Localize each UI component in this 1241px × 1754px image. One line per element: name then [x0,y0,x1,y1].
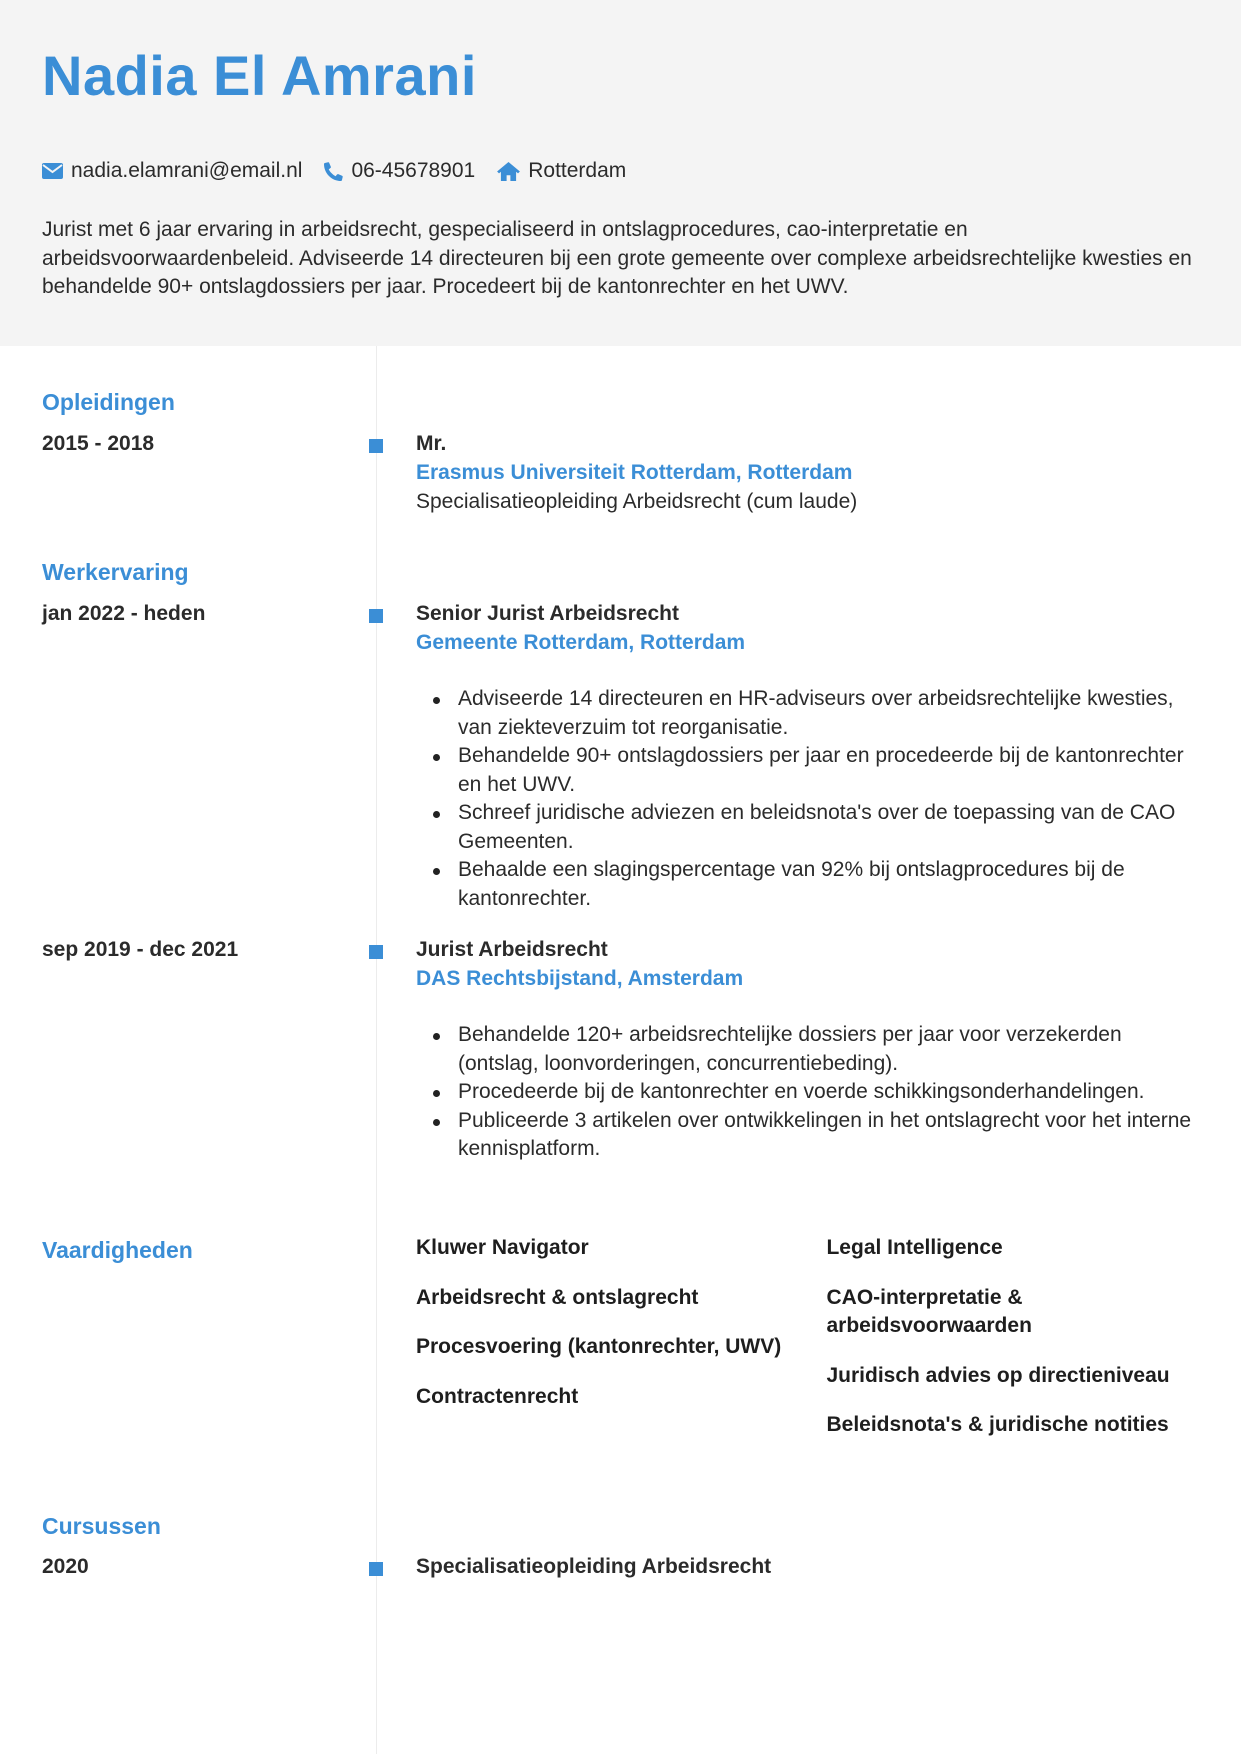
timeline-divider [376,346,377,1754]
school-name: Erasmus Universiteit Rotterdam, Rotterdam [416,461,853,484]
job-title: Jurist Arbeidsrecht [416,938,608,961]
home-icon [497,162,520,181]
section-title-courses: Cursussen [42,1513,161,1539]
contact-phone[interactable] [324,159,475,183]
job-entry [416,599,1206,913]
course-name: Specialisatieopleiding Arbeidsrecht [416,1555,772,1578]
skills-column [826,1234,1206,1461]
contact-row [42,158,1199,184]
job-bullets [416,685,1206,913]
timeline-marker [369,609,383,623]
timeline-marker [369,945,383,959]
profile-summary: Jurist met 6 jaar ervaring in arbeidsrecht, gespecialiseerd in ontslagprocedures, cao-interpretatie en arbeidsvoorwaardenbeleid. Adviseerde 14 directeuren bij een grote gemeente over complexe arbeidsrechtelijke kwesties en behandelde 90+ ontslagdossiers per jaar. Procedeert bij de kantonrechter en het UWV. [42,218,1192,298]
bullet-item: Behaalde een slagingspercentage van 92% bij ontslagprocedures bij de kantonrechter. [416,856,1206,913]
envelope-icon [42,163,63,179]
skill-item: Juridisch advies op directieniveau [826,1363,1170,1387]
bullet-item: Schreef juridische adviezen en beleidsnota's over de toepassing van de CAO Gemeenten. [416,799,1206,856]
bullet-item: Behandelde 90+ ontslagdossiers per jaar en procedeerde bij de kantonrechter en het UWV. [416,742,1206,799]
skills-column [416,1234,826,1461]
job-entry [416,935,1206,1164]
bullet-item: Adviseerde 14 directeuren en HR-adviseurs over arbeidsrechtelijke kwesties, van ziekteverzuim tot reorganisatie. [416,685,1206,742]
section-title-experience: Werkervaring [42,559,189,585]
timeline-marker [369,1562,383,1576]
contact-city [497,159,626,183]
employer-name: Gemeente Rotterdam, Rotterdam [416,631,746,654]
timeline-marker [369,439,383,453]
skill-item: Beleidsnota's & juridische notities [826,1413,1169,1436]
resume-header [0,0,1241,346]
email-text: nadia.elamrani@email.nl [71,159,303,182]
bullet-item: Procedeerde bij de kantonrechter en voerde schikkingsonderhandelingen. [416,1078,1206,1107]
phone-text: 06-45678901 [351,159,476,182]
skill-item: Contractenrecht [416,1384,579,1408]
education-description: Specialisatieopleiding Arbeidsrecht (cum laude) [416,490,858,513]
section-title-skills: Vaardigheden [42,1237,193,1263]
education-entry [416,429,1206,516]
job-date: jan 2022 - heden [42,602,206,625]
skill-item: Kluwer Navigator [416,1236,589,1259]
section-title-education: Opleidingen [42,389,175,415]
degree-title: Mr. [416,432,447,455]
course-date: 2020 [42,1555,89,1578]
course-entry [416,1552,1206,1581]
bullet-item: Behandelde 120+ arbeidsrechtelijke dossiers per jaar voor verzekerden (ontslag, loonvorderingen, concurrentiebeding). [416,1021,1206,1078]
employer-name: DAS Rechtsbijstand, Amsterdam [416,967,744,990]
skills-grid [416,1234,1206,1461]
skill-item: Legal Intelligence [826,1236,1003,1259]
candidate-name: Nadia El Amrani [42,44,477,107]
city-text: Rotterdam [528,159,627,182]
job-title: Senior Jurist Arbeidsrecht [416,602,679,625]
bullet-item: Publiceerde 3 artikelen over ontwikkelingen in het ontslagrecht voor het interne kennisplatform. [416,1107,1206,1164]
education-date: 2015 - 2018 [42,432,155,455]
skill-item: Arbeidsrecht & ontslagrecht [416,1285,699,1309]
skill-item: CAO-interpretatie & arbeidsvoorwaarden [826,1285,1032,1337]
job-date: sep 2019 - dec 2021 [42,938,239,961]
phone-icon [324,162,343,181]
skill-item: Procesvoering (kantonrechter, UWV) [416,1335,782,1358]
job-bullets [416,1021,1206,1164]
contact-email[interactable] [42,159,302,183]
